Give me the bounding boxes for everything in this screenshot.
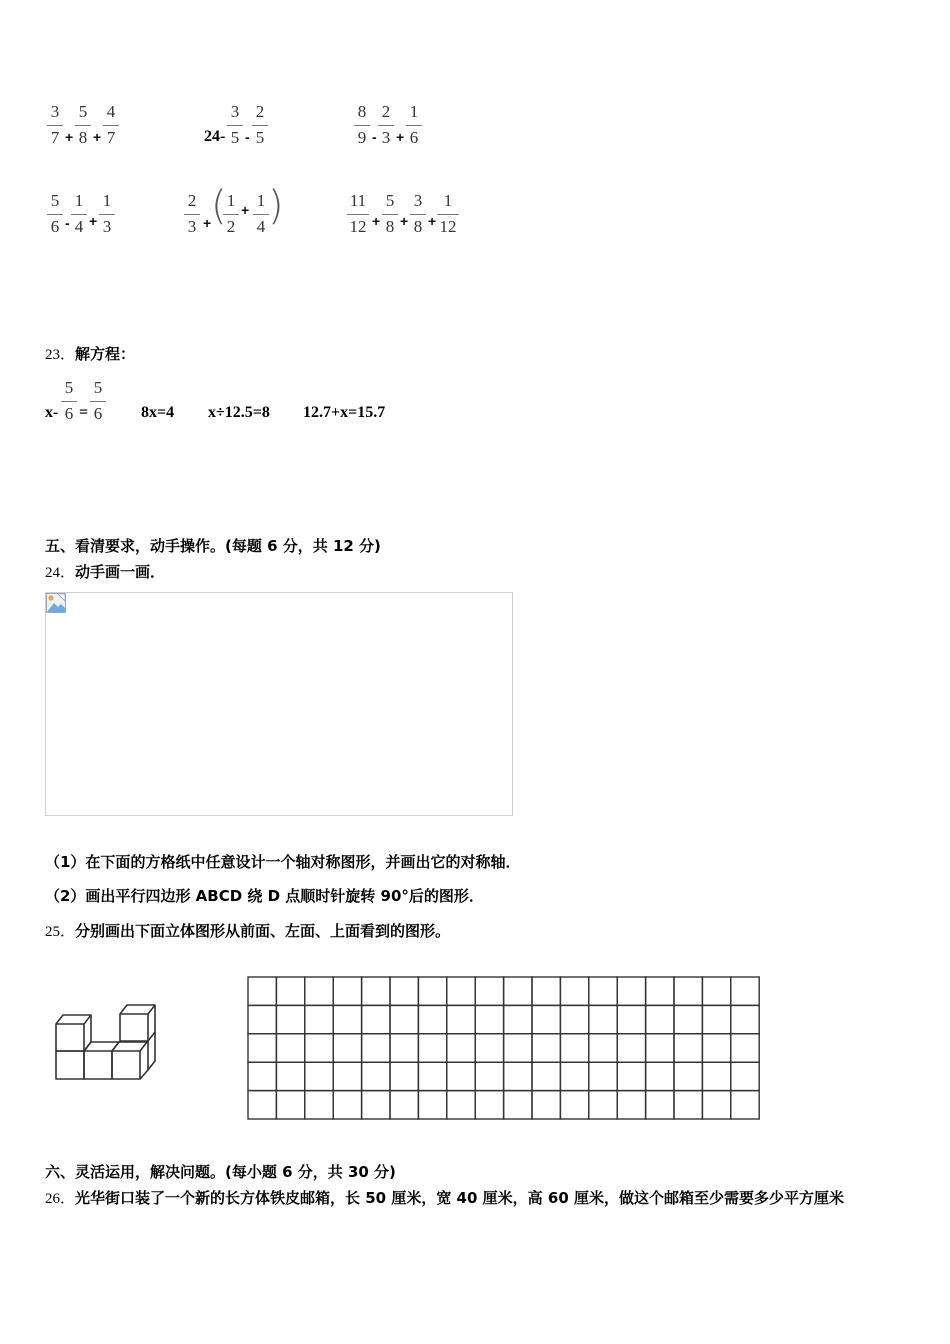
operator: + [372,213,381,229]
operator: - [65,215,70,231]
operator: - [372,129,377,145]
grid-cell[interactable] [248,1062,276,1090]
grid-cell[interactable] [504,1062,532,1090]
grid-cell[interactable] [305,1034,333,1062]
grid-cell[interactable] [305,1091,333,1119]
grid-cell[interactable] [504,977,532,1005]
operator: - [245,129,250,145]
grid-cell[interactable] [702,1091,730,1119]
grid-cell[interactable] [646,1091,674,1119]
grid-cell[interactable] [702,1062,730,1090]
q25-heading: 25．分别画出下面立体图形从前面、左面、上面看到的图形。 [45,922,451,940]
grid-cell[interactable] [475,1062,503,1090]
grid-cell[interactable] [475,977,503,1005]
fraction: 1 3 [98,192,116,238]
grid-cell[interactable] [276,977,304,1005]
equation-1-lead: x- [45,404,59,421]
grid-cell[interactable] [731,1062,759,1090]
fraction: 11 12 [346,192,370,238]
expression-lead: 24- [204,128,226,145]
grid-cell[interactable] [390,977,418,1005]
grid-cell[interactable] [589,1005,617,1033]
grid-cell[interactable] [646,977,674,1005]
grid-cell[interactable] [362,1034,390,1062]
grid-cell[interactable] [305,977,333,1005]
grid-cell[interactable] [248,1034,276,1062]
grid-cell[interactable] [504,1091,532,1119]
grid-cell[interactable] [589,1034,617,1062]
grid-cell[interactable] [475,1091,503,1119]
grid-cell[interactable] [418,1005,446,1033]
grid-cell[interactable] [674,1091,702,1119]
grid-cell[interactable] [646,1062,674,1090]
grid-cell[interactable] [362,977,390,1005]
equation-2: 8x=4 [141,404,175,421]
operator: + [93,129,102,145]
fraction: 3 5 [226,103,244,149]
operator: + [65,129,74,145]
fraction: 2 5 [251,103,269,149]
equals-sign: = [79,404,89,421]
grid-cell[interactable] [731,977,759,1005]
grid-cell[interactable] [589,977,617,1005]
grid-cell[interactable] [731,1005,759,1033]
grid-cell[interactable] [418,977,446,1005]
grid-cell[interactable] [276,1034,304,1062]
grid-cell[interactable] [276,1062,304,1090]
grid-cell[interactable] [276,1005,304,1033]
grid-cell[interactable] [248,977,276,1005]
grid-cell[interactable] [532,977,560,1005]
grid-cell[interactable] [504,1005,532,1033]
grid-cell[interactable] [305,1062,333,1090]
fraction: 1 4 [70,192,88,238]
grid-cell[interactable] [475,1034,503,1062]
grid-cell[interactable] [589,1062,617,1090]
operator: + [241,202,250,218]
fraction: 3 8 [409,192,427,238]
grid-cell[interactable] [447,1034,475,1062]
broken-image-icon [46,593,66,613]
grid-cell[interactable] [447,1005,475,1033]
fraction: 5 6 [46,192,64,238]
grid-cell[interactable] [390,1062,418,1090]
operator: + [89,213,98,229]
grid-cell[interactable] [447,977,475,1005]
fraction: 4 7 [102,103,120,149]
operator: + [428,213,437,229]
grid-cell[interactable] [418,1034,446,1062]
grid-cell[interactable] [418,1062,446,1090]
fraction: 2 3 [183,192,201,238]
grid-cell[interactable] [532,1091,560,1119]
grid-cell[interactable] [504,1034,532,1062]
section-5-heading: 五、看清要求，动手操作。(每题 6 分，共 12 分) [45,537,381,555]
grid-cell[interactable] [362,1005,390,1033]
grid-cell[interactable] [390,1005,418,1033]
grid-cell[interactable] [617,1062,645,1090]
grid-cell[interactable] [646,1034,674,1062]
grid-cell[interactable] [532,1062,560,1090]
grid-cell[interactable] [617,1034,645,1062]
grid-cell[interactable] [731,1034,759,1062]
fraction: 5 8 [381,192,399,238]
grid-cell[interactable] [560,1091,588,1119]
operator: + [203,215,212,231]
equation-3: x÷12.5=8 [208,404,270,421]
grid-cell[interactable] [532,1005,560,1033]
operator: + [400,213,409,229]
grid-cell[interactable] [702,1034,730,1062]
grid-cell[interactable] [333,977,361,1005]
q24-heading: 24．动手画一画． [45,563,166,581]
fraction: 1 6 [405,103,423,149]
grid-cell[interactable] [390,1091,418,1119]
left-paren: ( [211,183,227,229]
grid-cell[interactable] [362,1091,390,1119]
grid-cell[interactable] [617,1091,645,1119]
operator: + [396,129,405,145]
grid-cell[interactable] [617,977,645,1005]
fraction: 5 8 [74,103,92,149]
grid-cell[interactable] [276,1091,304,1119]
fraction: 1 2 [222,192,240,238]
fraction: 5 6 [60,379,78,425]
grid-cell[interactable] [560,1034,588,1062]
grid-cell[interactable] [702,1005,730,1033]
fraction: 8 9 [353,103,371,149]
fraction: 5 6 [89,379,107,425]
grid-cell[interactable] [333,1034,361,1062]
grid-cell[interactable] [248,1005,276,1033]
grid-cell[interactable] [475,1005,503,1033]
grid-cell[interactable] [248,1091,276,1119]
fraction: 1 4 [252,192,270,238]
grid-cell[interactable] [305,1005,333,1033]
grid-cell[interactable] [560,1005,588,1033]
grid-cell[interactable] [333,1091,361,1119]
q24-sub1: （1）在下面的方格纸中任意设计一个轴对称图形，并画出它的对称轴． [45,853,521,871]
grid-cell[interactable] [390,1034,418,1062]
q26-text: 26．光华街口装了一个新的长方体铁皮邮箱，长 50 厘米，宽 40 厘米，高 60 厘米，做这个邮箱至少需要多少平方厘米 [45,1189,844,1207]
grid-cell[interactable] [674,977,702,1005]
grid-cell[interactable] [532,1034,560,1062]
grid-cell[interactable] [589,1091,617,1119]
grid-cell[interactable] [333,1062,361,1090]
grid-cell[interactable] [674,1062,702,1090]
grid-cell[interactable] [702,977,730,1005]
grid-cell[interactable] [418,1091,446,1119]
q24-sub2: （2）画出平行四边形 ABCD 绕 D 点顺时针旋转 90°后的图形． [45,887,484,905]
grid-cell[interactable] [674,1005,702,1033]
grid-cell[interactable] [731,1091,759,1119]
grid-cell[interactable] [362,1062,390,1090]
grid-cell[interactable] [447,1062,475,1090]
grid-cell[interactable] [447,1091,475,1119]
cube-stack-figure [50,998,162,1082]
q23-heading: 23．解方程： [45,345,136,363]
grid-cell[interactable] [674,1034,702,1062]
fraction: 3 7 [46,103,64,149]
grid-cell[interactable] [560,1062,588,1090]
fraction: 1 12 [436,192,460,238]
grid-cell[interactable] [617,1005,645,1033]
square-grid-paper[interactable] [246,975,760,1121]
missing-image-placeholder [45,592,513,816]
grid-cell[interactable] [333,1005,361,1033]
fraction: 2 3 [377,103,395,149]
grid-cell[interactable] [646,1005,674,1033]
grid-cell[interactable] [560,977,588,1005]
section-6-heading: 六、灵活运用，解决问题。(每小题 6 分，共 30 分) [45,1163,396,1181]
right-paren: ) [268,183,284,229]
equation-4: 12.7+x=15.7 [303,404,386,421]
